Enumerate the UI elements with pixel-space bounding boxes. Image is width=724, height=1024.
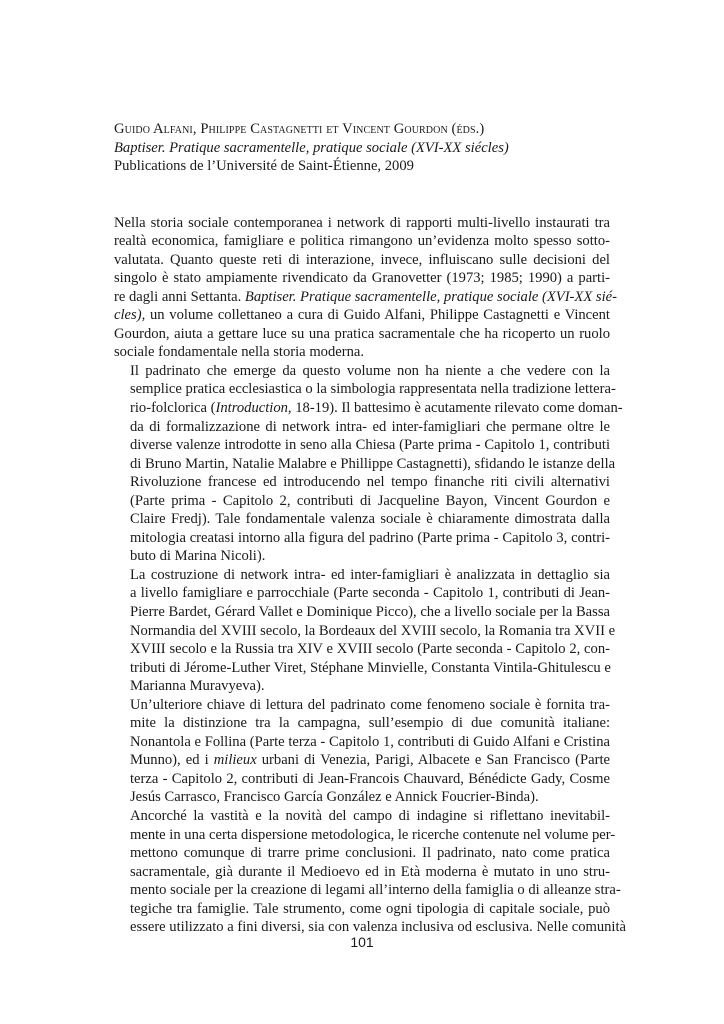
text-line: semplice pratica ecclesiastica o la simbologia rappresentata nella tradizione lettera- xyxy=(130,381,616,398)
reference-title: Baptiser. Pratique sacramentelle, pratique sociale (XVI-XX siécles) xyxy=(114,139,509,156)
text-line: Ancorché la vastità e la novità del campo di indagine si riflettano inevitabil- xyxy=(130,808,610,824)
text-line: cles), un volume collettaneo a cura di Guido Alfani, Philippe Castagnetti e Vincent xyxy=(114,307,610,324)
text-line: sacramentale, già durante il Medioevo ed in Età moderna è mutato in uno stru- xyxy=(130,863,610,880)
text-line: Jesús Carrasco, Francisco García González e Annick Foucrier-Binda). xyxy=(130,789,539,806)
page-number: 101 xyxy=(350,934,374,950)
italic-title: Baptiser. Pratique sacramentelle, pratique sociale (XVI-XX sié- xyxy=(244,288,617,305)
text-line: rio-folclorica (Introduction, 18-19). Il battesimo è acutamente rilevato come doman- xyxy=(130,399,623,416)
text-line: Normandia del XVIII secolo, la Bordeaux del XVIII secolo, la Romania tra XVII e xyxy=(130,622,616,639)
text-line: Nella storia sociale contemporanea i network di rapporti multi-livello instaurati tra xyxy=(114,214,610,231)
text-line: Pierre Bardet, Gérard Vallet e Dominique Picco), che a livello sociale per la Bassa xyxy=(130,603,610,620)
review-body xyxy=(114,214,627,937)
text-line: Rivoluzione francese ed introducendo nel tempo finanche riti civili alternativi xyxy=(130,474,610,491)
text-line: sociale fondamentale nella storia moderna. xyxy=(114,344,365,361)
body-paragraph xyxy=(114,807,627,937)
text-line: Claire Fredj). Tale fondamentale valenza sociale è chiaramente dimostrata dalla xyxy=(130,511,610,528)
body-paragraph xyxy=(114,362,623,566)
review-page xyxy=(114,120,627,937)
text-line: mento sociale per la creazione di legami all’interno della famiglia o di alleanze stra- xyxy=(130,882,621,899)
text-line: singolo è stato ampiamente rivendicato da Granovetter (1973; 1985; 1990) a parti- xyxy=(114,270,610,287)
text-line: Il padrinato che emerge da questo volume non ha niente a che vedere con la xyxy=(130,362,610,379)
text-line: Nonantola e Follina (Parte terza - Capitolo 1, contributi di Guido Alfani e Cristina xyxy=(130,733,610,750)
book-reference xyxy=(114,120,610,176)
text-line: Un’ulteriore chiave di lettura del padrinato come fenomeno sociale è fornita tra- xyxy=(130,696,610,713)
text-line: tributi di Jérome-Luther Viret, Stéphane Minvielle, Constanta Vintila-Ghitulescu e xyxy=(130,659,611,676)
text-line: da di formalizzazione di network intra- ed inter-famigliari che permane oltre le xyxy=(130,418,610,435)
text-line: (Parte prima - Capitolo 2, contributi di Jacqueline Bayon, Vincent Gourdon e xyxy=(130,492,610,509)
text-line: di Bruno Martin, Natalie Malabre e Phillippe Castagnetti), sfidando le istanze della xyxy=(130,455,616,472)
reference-authors: Guido Alfani, Philippe Castagnetti et Vincent Gourdon (éds.) xyxy=(114,121,485,137)
text-line: mente in una certa dispersione metodologica, le ricerche contenute nel volume per- xyxy=(130,826,616,843)
text-line: Gourdon, aiuta a gettare luce su una pratica sacramentale che ha ricoperto un ruolo xyxy=(114,325,610,342)
reference-publisher: Publications de l’Université de Saint-Étienne, 2009 xyxy=(114,158,414,174)
text-line: mitologia creatasi intorno alla figura del padrino (Parte prima - Capitolo 3, contri- xyxy=(130,529,610,546)
italic-title: Introduction xyxy=(215,399,288,416)
body-paragraph xyxy=(114,214,617,362)
text-line: Marianna Muravyeva). xyxy=(130,678,265,695)
body-paragraph xyxy=(114,566,616,696)
text-line: mettono comunque di trarre prime conclusioni. Il padrinato, nato come pratica xyxy=(130,845,610,862)
text-line: terza - Capitolo 2, contributi di Jean-Francois Chauvard, Bénédicte Gady, Cosme xyxy=(130,770,610,787)
text-line: a livello famigliare e parrocchiale (Parte seconda - Capitolo 1, contributi di Jean- xyxy=(130,585,610,602)
text-line: realtà economica, famigliare e politica rimangono un’evidenza molto spesso sotto- xyxy=(114,233,610,250)
body-paragraph xyxy=(114,696,610,807)
text-line: XVIII secolo e la Russia tra XIV e XVIII secolo (Parte seconda - Capitolo 2, con- xyxy=(130,641,610,658)
text-line: mite la distinzione tra la campagna, sull’esempio di due comunità italiane: xyxy=(130,715,610,732)
text-line: Munno), ed i milieux urbani di Venezia, Parigi, Albacete e San Francisco (Parte xyxy=(130,752,611,769)
italic-title: cles) xyxy=(114,307,142,324)
italic-title: milieux xyxy=(213,752,257,769)
text-line: re dagli anni Settanta. Baptiser. Pratique sacramentelle, pratique sociale (XVI-XX sié- xyxy=(114,288,617,305)
text-line: buto di Marina Nicoli). xyxy=(130,548,266,565)
text-line: tegiche tra famiglie. Tale strumento, come ogni tipologia di capitale sociale, può xyxy=(130,900,610,917)
text-line: valutata. Quanto queste reti di interazione, invece, influiscano sulle decisioni del xyxy=(114,251,610,268)
text-line: essere utilizzato a fini diversi, sia con valenza inclusiva od esclusiva. Nelle comunità xyxy=(130,919,627,936)
text-line: La costruzione di network intra- ed inter-famigliari è analizzata in dettaglio sia xyxy=(130,566,610,583)
text-line: diverse valenze introdotte in seno alla Chiesa (Parte prima - Capitolo 1, contributi xyxy=(130,437,610,454)
